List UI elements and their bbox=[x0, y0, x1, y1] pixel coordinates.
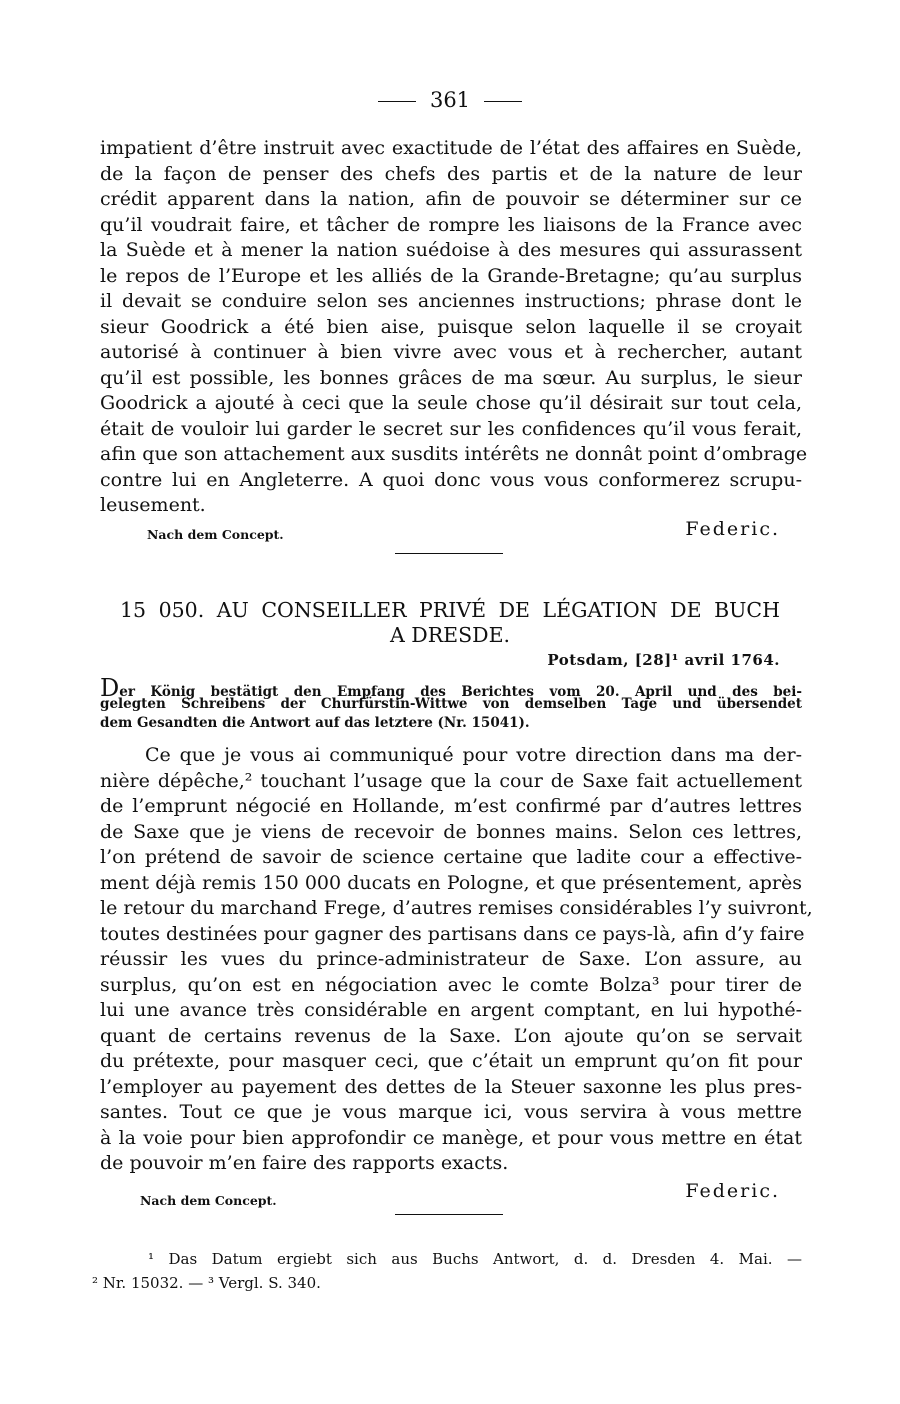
header-dash-right bbox=[484, 101, 522, 102]
header-dash-left bbox=[378, 101, 416, 102]
text-line: du prétexte, pour masquer ceci, que c’était un emprunt qu’on fit pour bbox=[100, 1050, 802, 1072]
summary-dropcap: D bbox=[100, 674, 120, 702]
page-header bbox=[0, 88, 900, 112]
text-line: ment déjà remis 150 000 ducats en Pologne, et que présentement, après bbox=[100, 871, 802, 894]
text-line: autorisé à continuer à bien vivre avec vous et à rechercher, autant bbox=[100, 341, 802, 363]
text-line: était de vouloir lui garder le secret sur les confidences qu’il vous ferait, bbox=[100, 417, 802, 440]
source-note: Nach dem Concept. bbox=[147, 527, 284, 542]
text-line: de l’emprunt négocié en Hollande, m’est confirmé par d’autres lettres bbox=[100, 795, 802, 817]
signature: Federic. bbox=[685, 518, 780, 540]
text-line: surplus, qu’on est en négociation avec le comte Bolza³ pour tirer de bbox=[100, 973, 802, 996]
dateline: Potsdam, [28]¹ avril 1764. bbox=[547, 651, 780, 669]
text-line: le repos de l’Europe et les alliés de la Grande-Bretagne; qu’au surplus bbox=[100, 264, 802, 287]
footnote-line: ¹ Das Datum ergiebt sich aus Buchs Antwort, d. d. Dresden 4. Mai. — bbox=[148, 1250, 802, 1268]
text-line: réussir les vues du prince-administrateur de Saxe. L’on assure, au bbox=[100, 948, 802, 970]
text-line: de pouvoir m’en faire des rapports exacts. bbox=[100, 1152, 509, 1174]
text-line: impatient d’être instruit avec exactitude de l’état des affaires en Suède, bbox=[100, 137, 802, 159]
summary-text: er König bestätigt den Empfang des Berichtes vom 20. April und des bei- bbox=[119, 684, 802, 700]
text-line: lui une avance très considérable en argent comptant, en lui hypothé- bbox=[100, 999, 802, 1021]
text-line: de Saxe que je viens de recevoir de bonnes mains. Selon ces lettres, bbox=[100, 820, 802, 843]
text-line: crédit apparent dans la nation, afin de pouvoir se déterminer sur ce bbox=[100, 188, 802, 210]
text-line: le retour du marchand Frege, d’autres remises considérables l’y suivront, bbox=[100, 897, 813, 919]
text-line: Goodrick a ajouté à ceci que la seule chose qu’il désirait sur tout cela, bbox=[100, 392, 802, 414]
text-line: contre lui en Angleterre. A quoi donc vous vous conformerez scrupu- bbox=[100, 468, 802, 491]
text-line: quant de certains revenus de la Saxe. L’on ajoute qu’on se servait bbox=[100, 1024, 802, 1047]
text-line: l’employer au payement des dettes de la Steuer saxonne les plus pres- bbox=[100, 1075, 802, 1098]
text-line: la Suède et à mener la nation suédoise à des mesures qui assurassent bbox=[100, 239, 802, 261]
text-line: santes. Tout ce que je vous marque ici, vous servira à vous mettre bbox=[100, 1101, 802, 1123]
signature: Federic. bbox=[685, 1180, 780, 1202]
text-line: qu’il voudrait faire, et tâcher de rompre les liaisons de la France avec bbox=[100, 213, 802, 236]
letter-heading: 15 050. AU CONSEILLER PRIVÉ DE LÉGATION DE BUCH bbox=[120, 598, 780, 622]
text-line: nière dépêche,² touchant l’usage que la cour de Saxe fait actuellement bbox=[100, 769, 802, 792]
page-number: 361 bbox=[429, 88, 471, 112]
text-line: leusement. bbox=[100, 494, 206, 516]
text-line: l’on prétend de savoir de science certaine que ladite cour a effective- bbox=[100, 846, 802, 868]
text-line: Ce que je vous ai communiqué pour votre direction dans ma der- bbox=[145, 744, 802, 766]
text-line: toutes destinées pour gagner des partisans dans ce pays-là, afin d’y faire bbox=[100, 922, 805, 945]
text-line: il devait se conduire selon ses anciennes instructions; phrase dont le bbox=[100, 290, 802, 312]
text-line: qu’il est possible, les bonnes grâces de ma sœur. Au surplus, le sieur bbox=[100, 366, 802, 389]
text-line: sieur Goodrick a été bien aise, puisque selon laquelle il se croyait bbox=[100, 315, 802, 338]
text-line: afin que son attachement aux susdits intérêts ne donnât point d’ombrage bbox=[100, 443, 808, 465]
summary-line: gelegten Schreibens der Churfürstin-Wittwe von demselben Tage und übersendet bbox=[100, 696, 802, 712]
source-note: Nach dem Concept. bbox=[140, 1193, 277, 1208]
text-line: à la voie pour bien approfondir ce manège, et pour vous mettre en état bbox=[100, 1126, 802, 1149]
footnote-line: ² Nr. 15032. — ³ Vergl. S. 340. bbox=[92, 1274, 321, 1292]
summary-line: dem Gesandten die Antwort auf das letztere (Nr. 15041). bbox=[100, 715, 530, 731]
text-line: de la façon de penser des chefs des partis et de la nature de leur bbox=[100, 162, 802, 185]
section-divider bbox=[395, 553, 503, 554]
letter-heading-destination: A DRESDE. bbox=[389, 623, 511, 647]
section-divider bbox=[395, 1214, 503, 1215]
